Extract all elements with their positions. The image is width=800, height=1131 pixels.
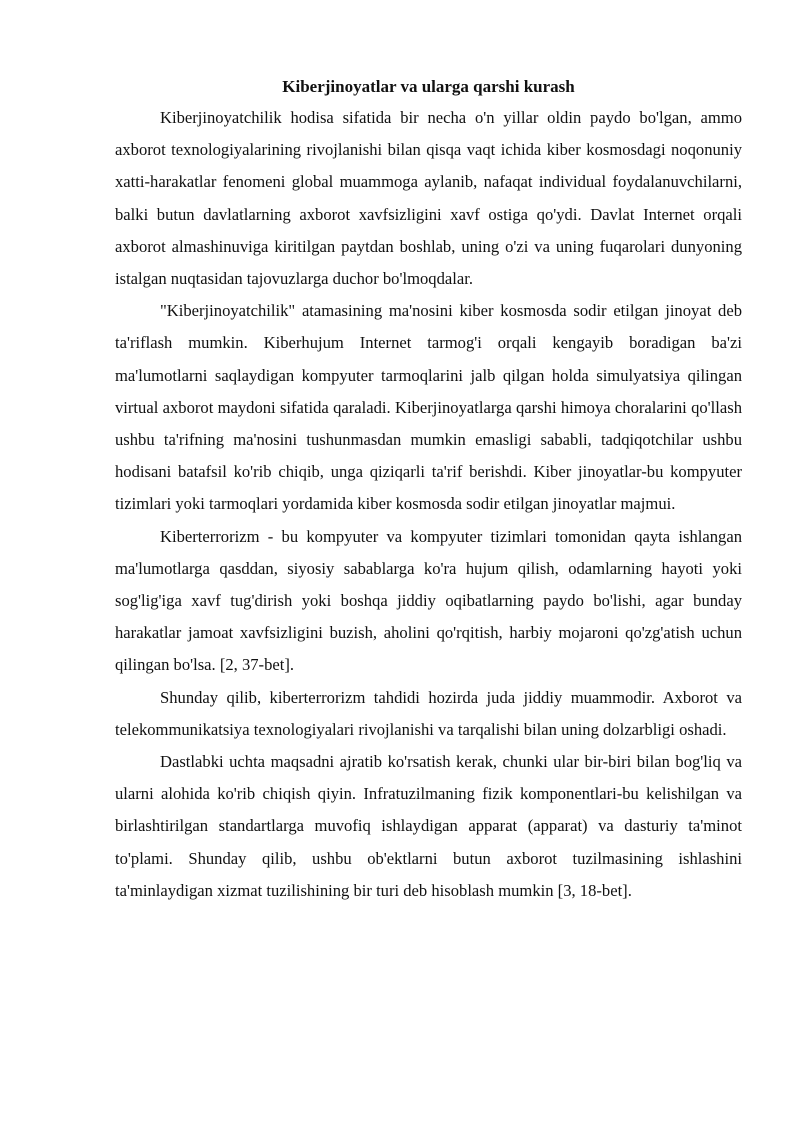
paragraph-infrastructure: Dastlabki uchta maqsadni ajratib ko'rsatish kerak, chunki ular bir-biri bilan bog'liq va ularni alohida ko'rib chiqish qiyin. Infratuzilmaning fizik komponentlari-bu kelishilgan va birlashtirilgan standartlarga muvofiq ishlaydigan apparat (apparat) va dasturiy ta'minot to'plami. Shunday qilib, ushbu ob'ektlarni butun axborot tuzilmasining ishlashini ta'minlaydigan xizmat tuzilishining bir turi deb hisoblash mumkin [3, 18-bet]. — [115, 752, 742, 900]
paragraph-cyberterrorism: Kiberterrorizm - bu kompyuter va kompyuter tizimlari tomonidan qayta ishlangan ma'lumotlarga qasddan, siyosiy sabablarga ko'ra hujum qilish, odamlarning hayoti yoki sog'lig'iga xavf tug'dirish yoki boshqa jiddiy oqibatlarning paydo bo'lishi, agar bunday harakatlar jamoat xavfsizligini buzish, aholini qo'rqitish, harbiy mojaroni qo'zg'atish uchun qilingan bo'lsa. [2, 37-bet]. — [115, 526, 742, 675]
paragraph-cybercrime-definition: "Kiberjinoyatchilik" atamasining ma'nosini kiber kosmosda sodir etilgan jinoyat deb ta'riflash mumkin. Kiberhujum Internet tarmog'i orqali kengayib boradigan ba'zi ma'lumotlarni saqlaydigan kompyuter tarmoqlarini jalb qilgan holda simulyatsiya qilingan virtual axborot maydoni sifatida qaraladi. Kiberjinoyatlarga qarshi himoya choralarini qo'llash ushbu ta'rifning ma'nosini tushunmasdan mumkin emasligi sababli, tadqiqotchilar ushbu hodisani batafsil ko'rib chiqib, unga qiziqarli ta'rif berishdi. Kiber jinoyatlar-bu kompyuter tizimlari yoki tarmoqlari yordamida kiber kosmosda sodir etilgan jinoyatlar majmui. — [115, 301, 742, 514]
paragraph-threat-summary: Shunday qilib, kiberterrorizm tahdidi hozirda juda jiddiy muammodir. Axborot va telekommunikatsiya texnologiyalari rivojlanishi va tarqalishi bilan uning dolzarbligi oshadi. — [115, 687, 742, 739]
paragraph-cybercrime-origins: Kiberjinoyatchilik hodisa sifatida bir necha o'n yillar oldin paydo bo'lgan, ammo axborot texnologiyalarining rivojlanishi bilan qisqa vaqt ichida kiber kosmosdagi noqonuniy xatti-harakatlar fenomeni global muammoga aylanib, nafaqat individual foydalanuvchilarni, balki butun davlatlarning axborot xavfsizligini xavf ostiga qo'ydi. Davlat Internet orqali axborot almashinuviga kiritilgan paytdan boshlab, uning o'zi va uning fuqarolari dunyoning istalgan nuqtasidan tajovuzlarga duchor bo'lmoqdalar. — [115, 108, 742, 289]
document-title: Kiberjinoyatlar va ularga qarshi kurash — [282, 77, 575, 96]
document-page — [115, 72, 742, 907]
